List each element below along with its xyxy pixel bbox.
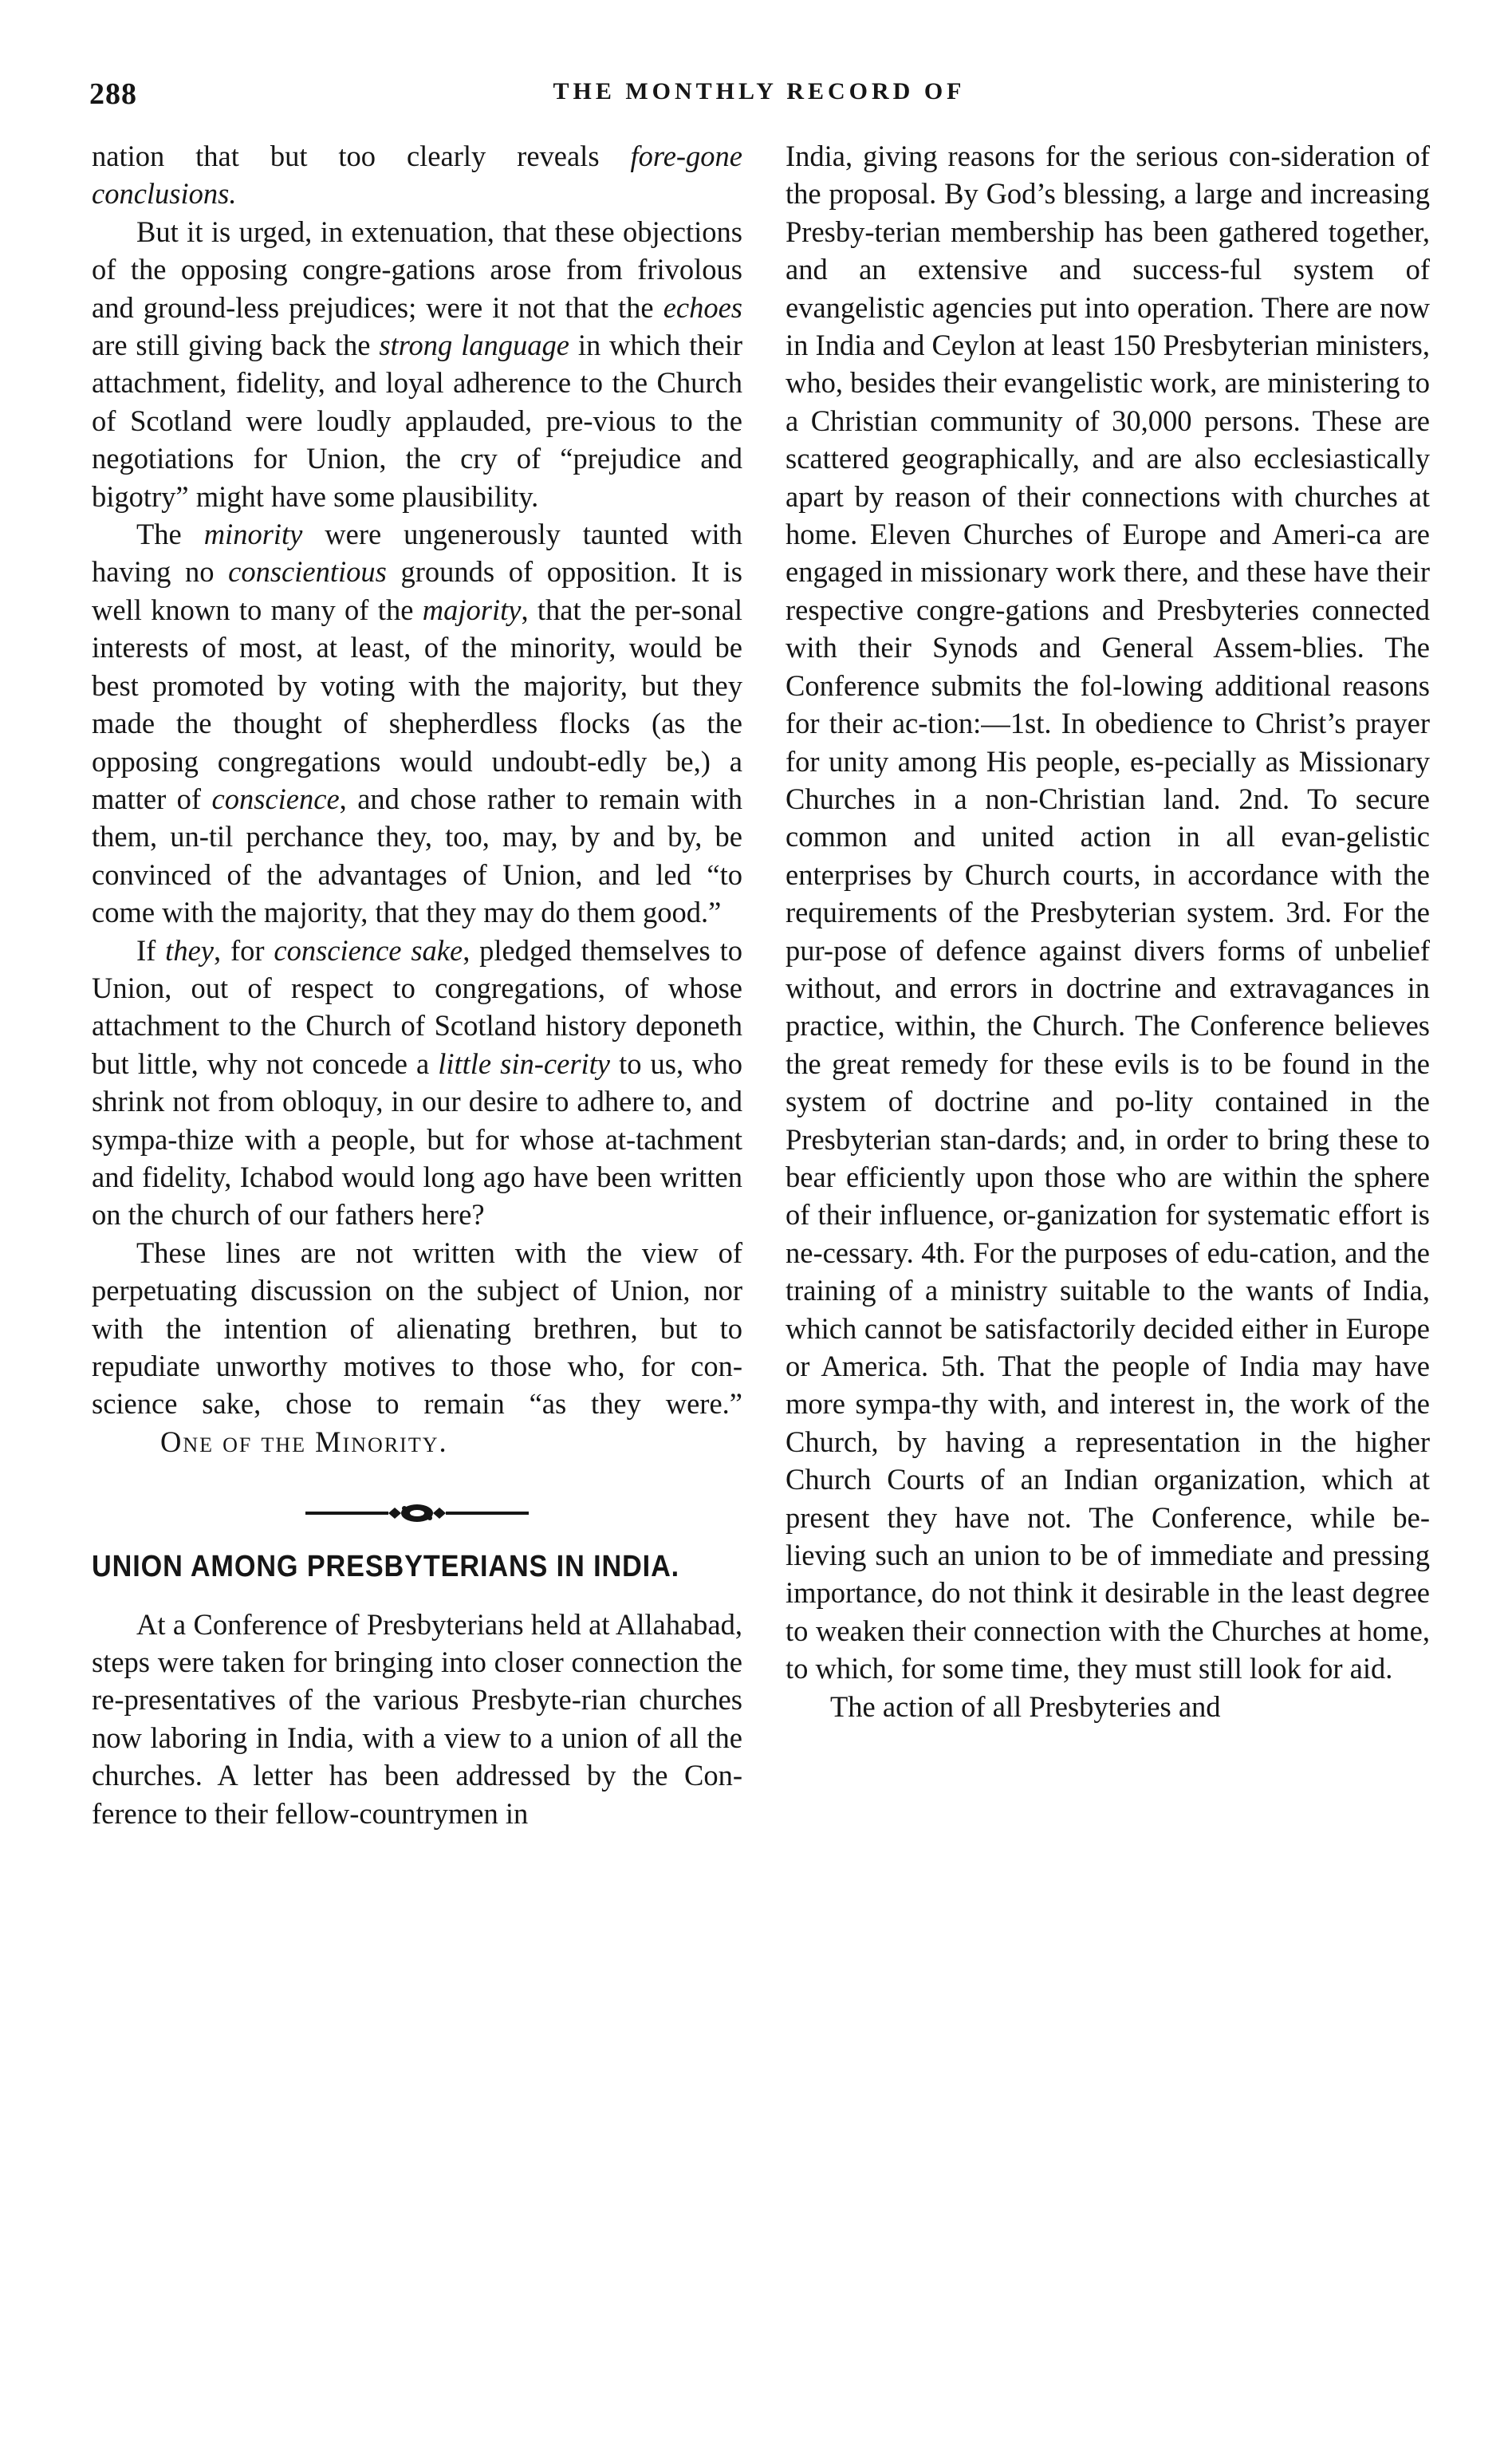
text-run: The [136,518,204,551]
author-signature: One of the Minority. [160,1425,448,1458]
italic-run: majority [422,593,522,626]
right-column [786,137,1430,1725]
italic-run: little sin-cerity [438,1047,611,1080]
text-run: , and chose rather to remain with them, un-til perchance they, too, may, by and by, be convinced of the advantages of Union, and led “to come with the majority, that they may do them good.” [92,782,743,929]
italic-run: conscience sake [274,933,463,967]
italic-run: echoes [663,290,742,324]
italic-run: conscience [211,782,340,815]
text-run: But it is urged, in extenuation, that these objections of the opposing congre-gations arose from frivolous and ground-less prejudices; were it not that the [92,215,742,324]
text-run: in which their attachment, fidelity, and loyal adherence to the Church of Scotland were loudly applauded, pre-vious to the negotiations for Union, the cry of “prejudice and bigotry” might have some plausibility. [92,329,742,513]
paragraph-conference [92,1606,742,1832]
left-column [92,137,742,1832]
italic-run: conscientious [228,555,387,589]
italic-run: fore-gone conclusions. [92,140,742,211]
paragraph-conscience [92,932,742,1234]
decorative-rule-ornament-icon [305,1497,529,1529]
text-run: were ungenerously taunted with having no [92,518,743,589]
text-run: are still giving back the [92,329,380,362]
paragraph-presbyteries [786,1688,1430,1725]
text-run: grounds of opposition. It is well known to many of the [92,555,742,626]
paragraph-extenuation [92,213,742,515]
journal-title: THE MONTHLY RECORD OF [553,78,966,104]
paragraph-reasons [786,137,1430,1688]
text-run: , for [213,933,274,967]
italic-run: minority [203,518,303,551]
paragraph-continuation [92,137,742,213]
text-run: India, giving reasons for the serious con-sideration of the proposal. By God’s blessing, a large and increasing Presby-terian membership has been gathered together, and an extensive and success-ful system of evangelistic agencies put into operation. There are now in India and Ceylon at least 150 Presbyterian ministers, who, besides their evangelistic work, are ministering to a Christian community of 30,000 persons. These are scattered geographically, and are also ecclesiastically apart by reason of their connections with churches at home. Eleven Churches of Europe and Ameri-ca are engaged in missionary work there, and these have their respective congre-gations and Presbyteries connected with their Synods and General Assem-blies. The Conference submits the fol-lowing additional reasons for their ac-tion:—1st. In obedience to Christ’s prayer for unity among His people, es-pecially as Missionary Churches in a non-Christian land. 2nd. To secure common and united action in all evan-gelistic enterprises by Church courts, in accordance with the requirements of the Presbyterian system. 3rd. For the pur-pose of defence against divers forms of unbelief without, and errors in doctrine and extravagances in practice, within, the Church. The Conference believes the great remedy for these evils is to be found in the system of doctrine and po-lity contained in the Presbyterian stan-dards; and, in order to bring these to bear efficiently upon those who are within the sphere of their influence, or-ganization for systematic effort is ne-cessary. 4th. For the purposes of edu-cation, and the training of a ministry suitable to the wants of India, which cannot be satisfactorily decided either in Europe or America. 5th. That the people of India may have more sympa-thy with, and interest in, the work of the Church, by having a representation in the higher Church Courts of an Indian organization, which at present they have not. The Conference, while be-lieving such an union to be of immediate and pressing importance, do not think it desirable in the least degree to weaken their connection with the Churches at home, to which, for some time, they must still look for aid. [786,140,1430,1685]
italic-run: they [165,933,214,967]
text-run: If [136,933,166,967]
text-run: to us, who shrink not from obloquy, in our desire to adhere to, and sympa-thize with a people, but for whose at-tachment and fidelity, Ichabod would long ago have been written on the church of our fathers here? [92,1047,742,1232]
italic-run: strong language [379,329,569,362]
paragraph-closing [92,1234,742,1460]
text-run: The action of all Presbyteries and [830,1689,1221,1723]
text-run: , that the per-sonal interests of most, at least, of the minority, would be best promoted by voting with the majority, but they made the thought of shepherdless flocks (as the opposing congregations would undoubt-edly be,) a matter of [92,593,742,815]
ornament-divider [92,1489,742,1537]
text-run: At a Conference of Presbyterians held at Allahabad, steps were taken for bringing into closer connection the re-presentatives of the various Presbyte-rian churches now laboring in India, with a view to a union of all the churches. A letter has been addressed by the Con-ference to their fellow-countrymen in [92,1607,742,1830]
page-number: 288 [89,77,137,111]
text-run: nation that but too clearly reveals [92,140,631,172]
text-run: , pledged themselves to Union, out of respect to congregations, of whose attachment to the Church of Scotland history deponeth but little, why not concede a [92,933,742,1080]
section-heading: UNION AMONG PRESBYTERIANS IN INDIA. [92,1550,680,1584]
running-head [89,77,1429,116]
text-run: These lines are not written with the view of perpetuating discussion on the subject of Union, nor with the intention of alienating brethren, but to repudiate unworthy motives to those who, for con-science sake, chose to remain “as they were.” [92,1236,742,1421]
paragraph-minority [92,515,742,931]
